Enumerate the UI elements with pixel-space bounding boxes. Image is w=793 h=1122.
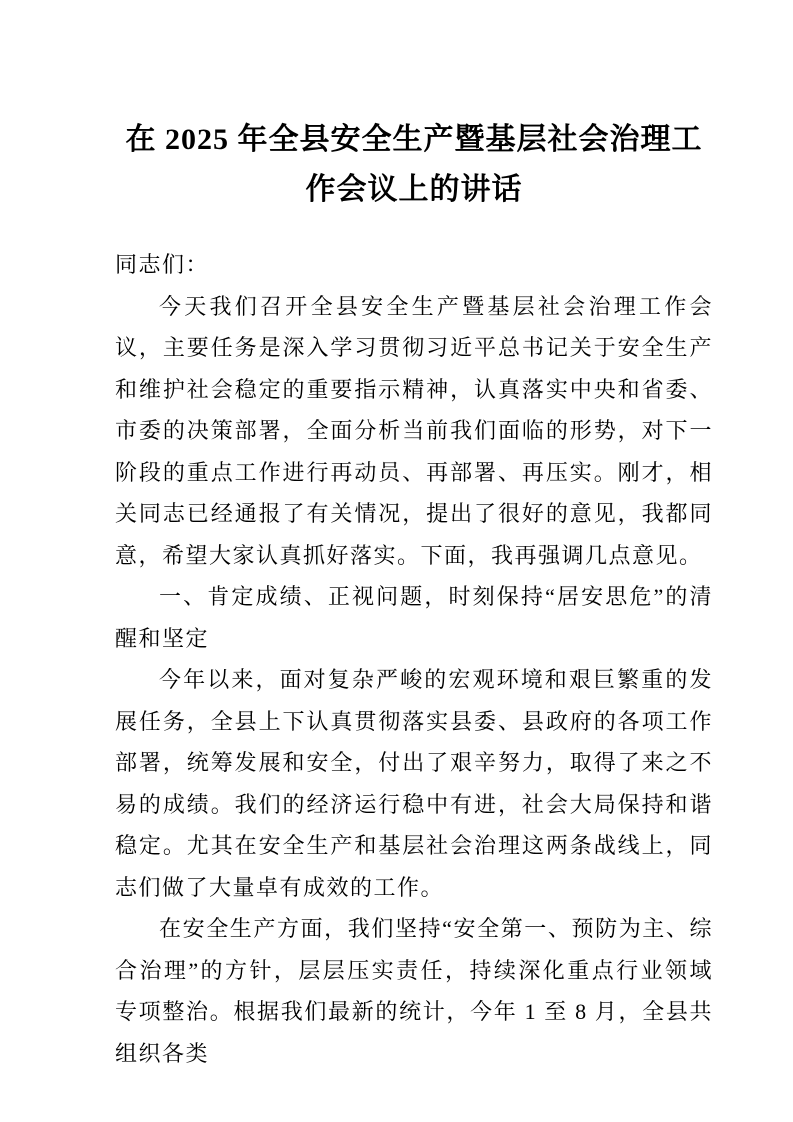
salutation: 同志们： <box>115 252 210 277</box>
document-body <box>115 244 713 1074</box>
paragraph-opening: 今天我们召开全县安全生产暨基层社会治理工作会议，主要任务是深入学习贯彻习近平总书记关于安全生产和维护社会稳定的重要指示精神，认真落实中央和省委、市委的决策部署，全面分析当前我们面临的形势，对下一阶段的重点工作进行再动员、再部署、再压实。刚才，相关同志已经通报了有关情况，提出了很好的意见，我都同意，希望大家认真抓好落实。下面，我再强调几点意见。 <box>115 293 713 568</box>
paragraph-achievements: 今年以来，面对复杂严峻的宏观环境和艰巨繁重的发展任务，全县上下认真贯彻落实县委、县政府的各项工作部署，统筹发展和安全，付出了艰辛努力，取得了来之不易的成绩。我们的经济运行稳中有进，社会大局保持和谐稳定。尤其在安全生产和基层社会治理这两条战线上，同志们做了大量卓有成效的工作。 <box>115 667 713 900</box>
document-title <box>115 115 713 215</box>
document-title-line-2: 作会议上的讲话 <box>305 173 523 206</box>
section-heading-1: 一、肯定成绩、正视问题，时刻保持“居安思危”的清醒和坚定 <box>115 584 713 651</box>
paragraph-work-safety: 在安全生产方面，我们坚持“安全第一、预防为主、综合治理”的方针，层层压实责任，持续深化重点行业领域专项整治。根据我们最新的统计，今年 1 至 8 月，全县共组织各类 <box>115 916 713 1066</box>
document-title-line-1: 在 2025 年全县安全生产暨基层社会治理工 <box>125 123 703 156</box>
